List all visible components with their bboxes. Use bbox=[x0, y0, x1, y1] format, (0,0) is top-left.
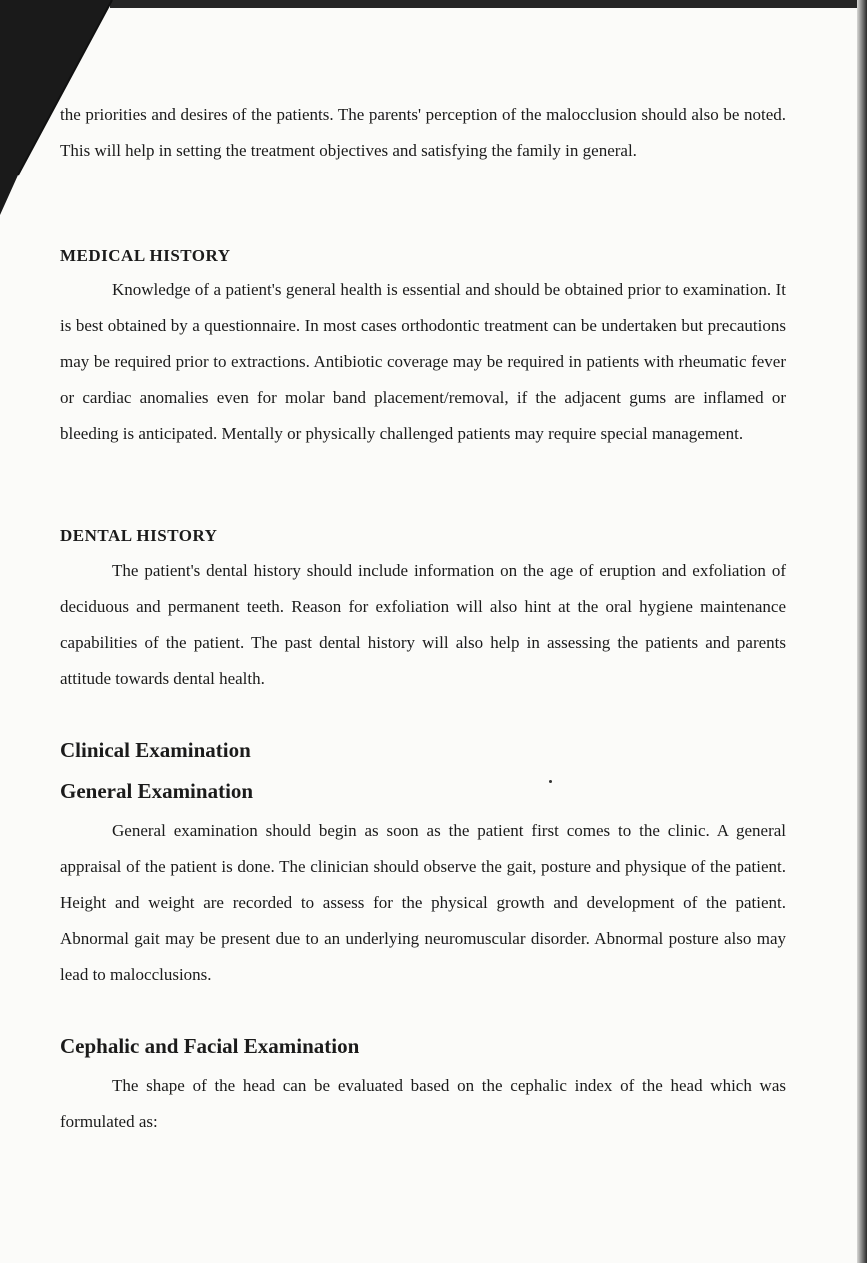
scan-edge-top bbox=[110, 0, 867, 8]
clinical-examination-heading: Clinical Examination bbox=[60, 738, 251, 762]
dental-history-block bbox=[60, 553, 786, 697]
intro-paragraph: the priorities and desires of the patients. The parents' perception of the malocclusion should also be noted. This will help in setting the treatment objectives and satisfying the family in general. bbox=[60, 105, 786, 160]
dental-history-heading: DENTAL HISTORY bbox=[60, 526, 218, 545]
intro-paragraph-block bbox=[60, 97, 786, 169]
general-examination-paragraph: General examination should begin as soon as the patient first comes to the clinic. A general appraisal of the patient is done. The clinician should observe the gait, posture and physique of the patient. Height and weight are recorded to assess for the physical growth and development of the patient. Abnormal gait may be present due to an underlying neuromuscular disorder. Abnormal posture also may lead to malocclusions. bbox=[60, 821, 786, 984]
dental-history-paragraph: The patient's dental history should include information on the age of eruption and exfoliation of deciduous and permanent teeth. Reason for exfoliation will also hint at the oral hygiene maintenance capabilities of the patient. The past dental history will also help in assessing the patients and parents attitude towards dental health. bbox=[60, 561, 786, 688]
scan-edge-right bbox=[857, 0, 867, 1263]
general-examination-heading: General Examination bbox=[60, 779, 254, 803]
medical-history-paragraph: Knowledge of a patient's general health is essential and should be obtained prior to examination. It is best obtained by a questionnaire. In most cases orthodontic treatment can be undertaken but precautions may be required prior to extractions. Antibiotic coverage may be required in patients with rheumatic fever or cardiac anomalies even for molar band placement/removal, if the adjacent gums are inflamed or bleeding is anticipated. Mentally or physically challenged patients may require special management. bbox=[60, 280, 786, 443]
scan-speck bbox=[549, 780, 552, 783]
cephalic-facial-examination-heading: Cephalic and Facial Examination bbox=[60, 1034, 360, 1058]
medical-history-block bbox=[60, 272, 786, 452]
medical-history-heading: MEDICAL HISTORY bbox=[60, 246, 231, 265]
cephalic-facial-paragraph: The shape of the head can be evaluated based on the cephalic index of the head which was formulated as: bbox=[60, 1076, 786, 1131]
general-examination-block bbox=[60, 813, 786, 993]
cephalic-facial-block bbox=[60, 1068, 786, 1140]
